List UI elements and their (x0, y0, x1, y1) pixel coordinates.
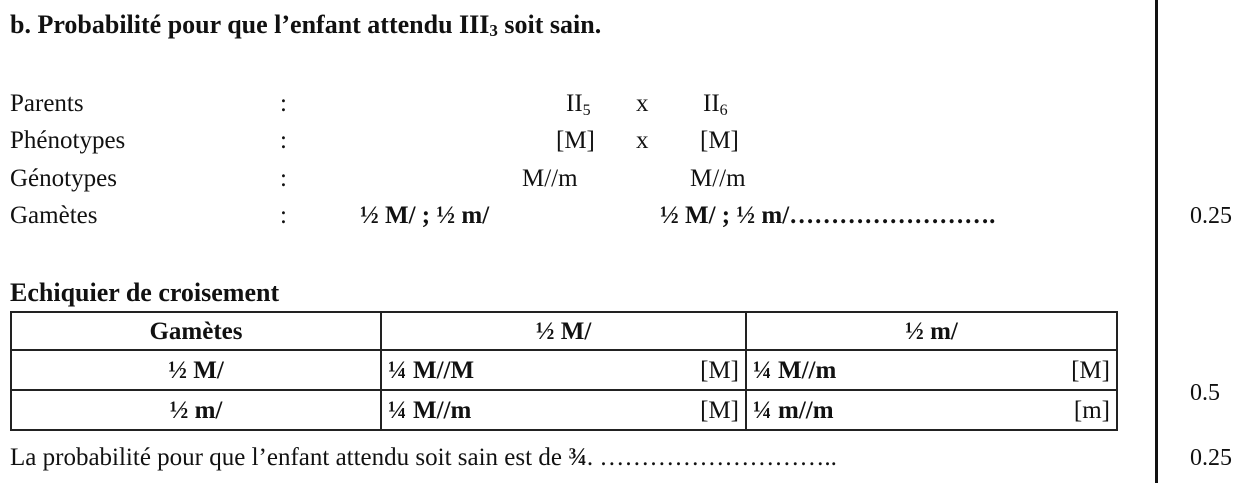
parent-left-sub: 5 (582, 102, 591, 119)
parent-right-text: II (703, 90, 720, 117)
table-header-row (11, 312, 1117, 350)
label-parents: Parents (10, 90, 84, 117)
colon: : (280, 202, 287, 229)
punnett-table (10, 311, 1118, 431)
score-conclusion: 0.25 (1190, 445, 1232, 471)
title-suffix: soit sain. (497, 10, 602, 39)
conclusion-value: ¾ (568, 444, 587, 471)
gametes-left: ½ M/ ; ½ m/ (360, 202, 490, 229)
cell-phenotype: [M] (700, 396, 739, 424)
title-subscript: 3 (489, 21, 498, 40)
cross-x: x (636, 127, 649, 154)
table-row (11, 390, 1117, 430)
parent-right (703, 91, 728, 119)
table-row (11, 350, 1117, 390)
label-phenotypes: Phénotypes (10, 127, 126, 154)
genotype-left: M//m (522, 165, 578, 192)
phenotype-left: [M] (556, 127, 595, 154)
parent-right-sub: 6 (719, 102, 728, 119)
cell-genotype: ¼ M//m (753, 356, 837, 384)
colon: : (280, 165, 287, 192)
gametes-right: ½ M/ ; ½ m/……………………. (660, 202, 996, 229)
section-title (10, 12, 601, 39)
score-table: 0.5 (1190, 380, 1220, 406)
colon: : (280, 127, 287, 154)
row-gamete: ½ m/ (11, 390, 381, 430)
conclusion-dots: . ……………………….. (586, 444, 837, 471)
conclusion-text: La probabilité pour que l’enfant attendu soit sain est de (10, 444, 569, 471)
header-gametes: Gamètes (11, 312, 381, 350)
phenotype-right: [M] (700, 127, 739, 154)
label-gametes: Gamètes (10, 202, 98, 229)
cell-genotype: ¼ M//M (388, 356, 475, 384)
cell-phenotype: [M] (700, 356, 739, 384)
colon: : (280, 90, 287, 117)
cell-phenotype: [m] (1073, 396, 1110, 424)
row-gamete: ½ M/ (11, 350, 381, 390)
cell-phenotype: [M] (1071, 356, 1110, 384)
parent-left (566, 91, 591, 119)
echiquier-title: Echiquier de croisement (10, 278, 280, 307)
parent-left-text: II (566, 90, 583, 117)
cell-genotype: ¼ M//m (388, 396, 472, 424)
table-cell (381, 390, 746, 430)
conclusion (10, 445, 837, 470)
table-cell (746, 390, 1117, 430)
cell-genotype: ¼ m//m (753, 396, 834, 424)
table-cell (746, 350, 1117, 390)
header-gamete-M: ½ M/ (381, 312, 746, 350)
cross-x: x (636, 90, 649, 117)
header-gamete-m: ½ m/ (746, 312, 1117, 350)
label-genotypes: Génotypes (10, 165, 117, 192)
margin-divider (1155, 0, 1158, 483)
genotype-right: M//m (690, 165, 746, 192)
title-text: b. Probabilité pour que l’enfant attendu III (10, 10, 490, 39)
table-cell (381, 350, 746, 390)
score-gametes: 0.25 (1190, 203, 1232, 229)
